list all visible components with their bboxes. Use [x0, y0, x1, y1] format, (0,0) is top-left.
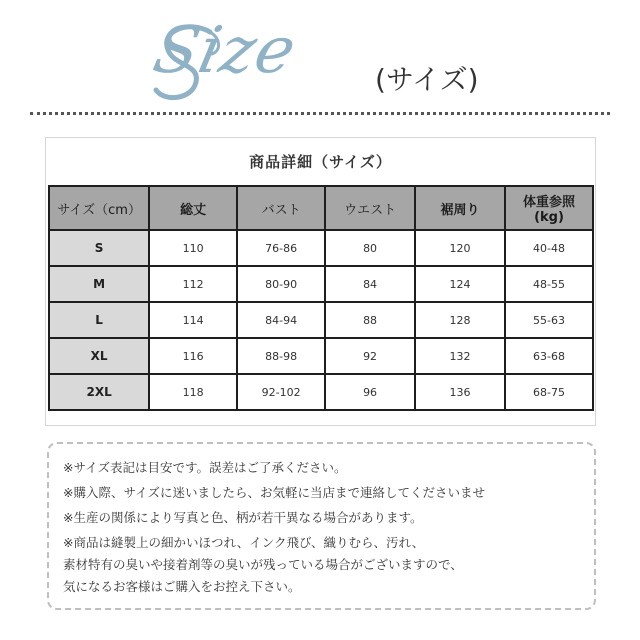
- waist-cell: 84: [325, 266, 415, 302]
- table-row: [49, 230, 593, 266]
- header-weight-unit: (kg): [534, 210, 564, 225]
- hem-cell: 132: [415, 338, 505, 374]
- table-row: [49, 374, 593, 410]
- weight-cell: 55-63: [505, 302, 593, 338]
- weight-cell: 40-48: [505, 230, 593, 266]
- note-line: ※商品は縫製上の細かいほつれ、インク飛び、織りむら、汚れ、: [63, 535, 425, 550]
- note-line: 気になるお客様はご購入をお控え下さい。: [63, 579, 301, 594]
- bust-cell: 92-102: [237, 374, 325, 410]
- length-cell: 118: [149, 374, 237, 410]
- note-line: ※購入際、サイズに迷いましたら、お気軽に当店まで連絡してくださいませ: [63, 485, 485, 500]
- table-caption: 商品詳細（サイズ）: [249, 153, 392, 171]
- hem-cell: 128: [415, 302, 505, 338]
- waist-cell: 92: [325, 338, 415, 374]
- size-cell: XL: [49, 338, 149, 374]
- header-size: サイズ（cm）: [49, 186, 149, 230]
- bust-cell: 88-98: [237, 338, 325, 374]
- length-cell: 114: [149, 302, 237, 338]
- size-table-panel: [45, 137, 596, 426]
- length-cell: 112: [149, 266, 237, 302]
- table-header-row: [49, 186, 593, 230]
- table-row: [49, 338, 593, 374]
- bust-cell: 76-86: [237, 230, 325, 266]
- table-row: [49, 266, 593, 302]
- weight-cell: 68-75: [505, 374, 593, 410]
- note-line: 素材特有の臭いや接着剤等の臭いが残っている場合がございますので、: [63, 557, 463, 572]
- note-line: ※生産の関係により写真と色、柄が若干異なる場合があります。: [63, 510, 423, 525]
- waist-cell: 80: [325, 230, 415, 266]
- header-weight-label: 体重参照: [523, 195, 576, 210]
- size-cell: 2XL: [49, 374, 149, 410]
- waist-cell: 88: [325, 302, 415, 338]
- header-waist: ウエスト: [325, 186, 415, 230]
- page-title: Size: [147, 14, 303, 88]
- weight-cell: 48-55: [505, 266, 593, 302]
- header-bust: バスト: [237, 186, 325, 230]
- length-cell: 110: [149, 230, 237, 266]
- header-weight: [505, 186, 593, 230]
- header-length: 総丈: [149, 186, 237, 230]
- waist-cell: 96: [325, 374, 415, 410]
- length-cell: 116: [149, 338, 237, 374]
- note-line: ※サイズ表記は目安です。誤差はご了承ください。: [63, 460, 347, 475]
- header-hem: 裾周り: [415, 186, 505, 230]
- bust-cell: 84-94: [237, 302, 325, 338]
- weight-cell: 63-68: [505, 338, 593, 374]
- size-cell: S: [49, 230, 149, 266]
- table-row: [49, 302, 593, 338]
- hem-cell: 124: [415, 266, 505, 302]
- notes-panel: [47, 442, 596, 610]
- size-table: [48, 185, 594, 411]
- page-subtitle: (サイズ): [375, 63, 479, 96]
- size-cell: M: [49, 266, 149, 302]
- hem-cell: 120: [415, 230, 505, 266]
- bust-cell: 80-90: [237, 266, 325, 302]
- title-banner: [0, 0, 640, 110]
- size-cell: L: [49, 302, 149, 338]
- dotted-divider: [30, 112, 610, 115]
- hem-cell: 136: [415, 374, 505, 410]
